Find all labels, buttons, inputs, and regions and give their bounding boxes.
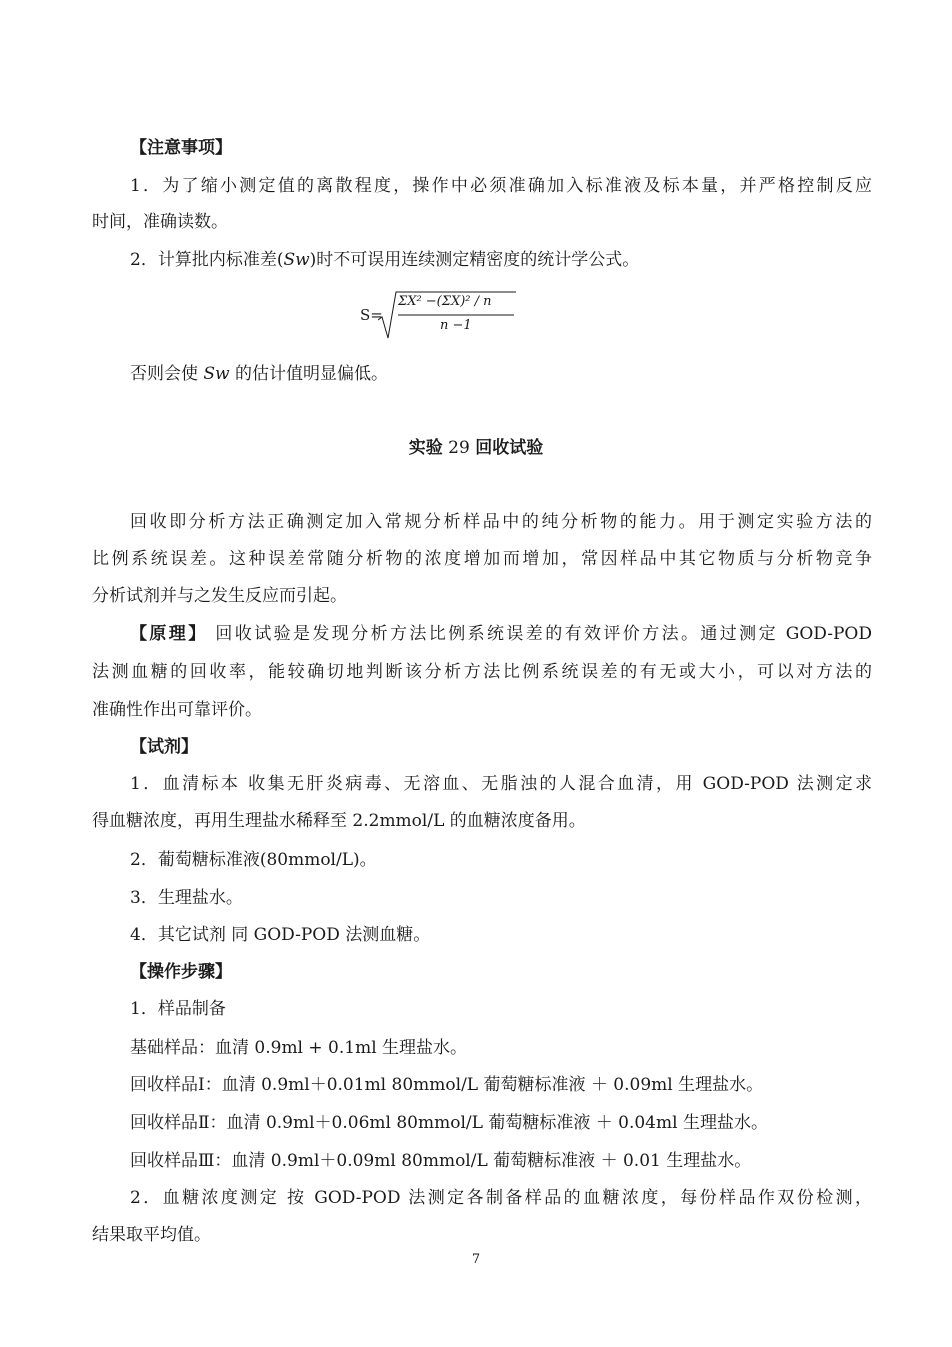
intro-line1: 回收即分析方法正确测定加入常规分析样品中的纯分析物的能力。用于测定实验方法的 — [130, 512, 872, 532]
principle-heading: 【原理】 — [130, 624, 208, 644]
reagent2: 2．葡萄糖标准液(80mmol/L)。 — [130, 850, 377, 870]
notes-item1-line2: 时间，准确读数。 — [92, 212, 228, 232]
notes-heading: 【注意事项】 — [130, 138, 232, 158]
notes-after-sw: Sw — [203, 364, 230, 384]
principle-line2: 法测血糖的回收率，能较确切地判断该分析方法比例系统误差的有无或大小，可以对方法的 — [92, 662, 872, 682]
formula-numerator: ΣX² −(ΣX)² / n — [398, 294, 492, 309]
notes-item2 — [130, 248, 872, 272]
notes-item2-suffix: )时不可误用连续测定精密度的统计学公式。 — [309, 250, 640, 270]
reagent1-line1: 1．血清标本 收集无肝炎病毒、无溶血、无脂浊的人混合血清，用 GOD-POD 法测定求 — [130, 774, 872, 794]
step1: 1．样品制备 — [130, 999, 226, 1019]
title-name: 回收试验 — [475, 438, 544, 458]
steps-heading: 【操作步骤】 — [130, 962, 232, 982]
principle-text: 回收试验是发现分析方法比例系统误差的有效评价方法。通过测定 GOD-POD — [207, 624, 872, 644]
notes-item2-prefix: 2．计算批内标准差( — [130, 250, 284, 270]
base-sample: 基础样品：血清 0.9ml + 0.1ml 生理盐水。 — [130, 1038, 468, 1058]
principle-line1 — [130, 622, 872, 646]
formula-lhs: S= — [360, 306, 383, 324]
reagent1-line2: 得血糖浓度，再用生理盐水稀释至 2.2mmol/L 的血糖浓度备用。 — [92, 811, 586, 831]
notes-after-suffix: 的估计值明显偏低。 — [229, 364, 389, 384]
recovery-sample-3: 回收样品Ⅲ：血清 0.9ml＋0.09ml 80mmol/L 葡萄糖标准液 ＋ 0.01 生理盐水。 — [130, 1151, 752, 1171]
std-dev-formula — [360, 290, 520, 342]
notes-after — [130, 362, 872, 386]
page-number: 7 — [471, 1252, 481, 1267]
intro-line3: 分析试剂并与之发生反应而引起。 — [92, 586, 347, 606]
principle-line3: 准确性作出可靠评价。 — [92, 700, 262, 720]
title-number: 29 — [442, 438, 476, 458]
reagents-heading: 【试剂】 — [130, 737, 198, 757]
step2-line1: 2．血糖浓度测定 按 GOD-POD 法测定各制备样品的血糖浓度，每份样品作双份检测， — [130, 1188, 872, 1208]
reagent4: 4．其它试剂 同 GOD-POD 法测血糖。 — [130, 925, 431, 945]
intro-line2: 比例系统误差。这种误差常随分析物的浓度增加而增加，常因样品中其它物质与分析物竞争 — [92, 549, 872, 569]
title-prefix: 实验 — [408, 438, 443, 458]
formula-denominator: n −1 — [440, 318, 472, 333]
experiment-title — [0, 436, 952, 460]
recovery-sample-2: 回收样品Ⅱ：血清 0.9ml＋0.06ml 80mmol/L 葡萄糖标准液 ＋ 0.04ml 生理盐水。 — [130, 1113, 768, 1133]
step2-line2: 结果取平均值。 — [92, 1225, 211, 1245]
notes-after-prefix: 否则会使 — [130, 364, 204, 384]
reagent3: 3．生理盐水。 — [130, 888, 243, 908]
notes-item2-sw: Sw — [283, 250, 310, 270]
notes-item1-line1: 1．为了缩小测定值的离散程度，操作中必须准确加入标准液及标本量，并严格控制反应 — [130, 176, 872, 196]
recovery-sample-1: 回收样品Ⅰ：血清 0.9ml＋0.01ml 80mmol/L 葡萄糖标准液 ＋ 0.09ml 生理盐水。 — [130, 1075, 764, 1095]
